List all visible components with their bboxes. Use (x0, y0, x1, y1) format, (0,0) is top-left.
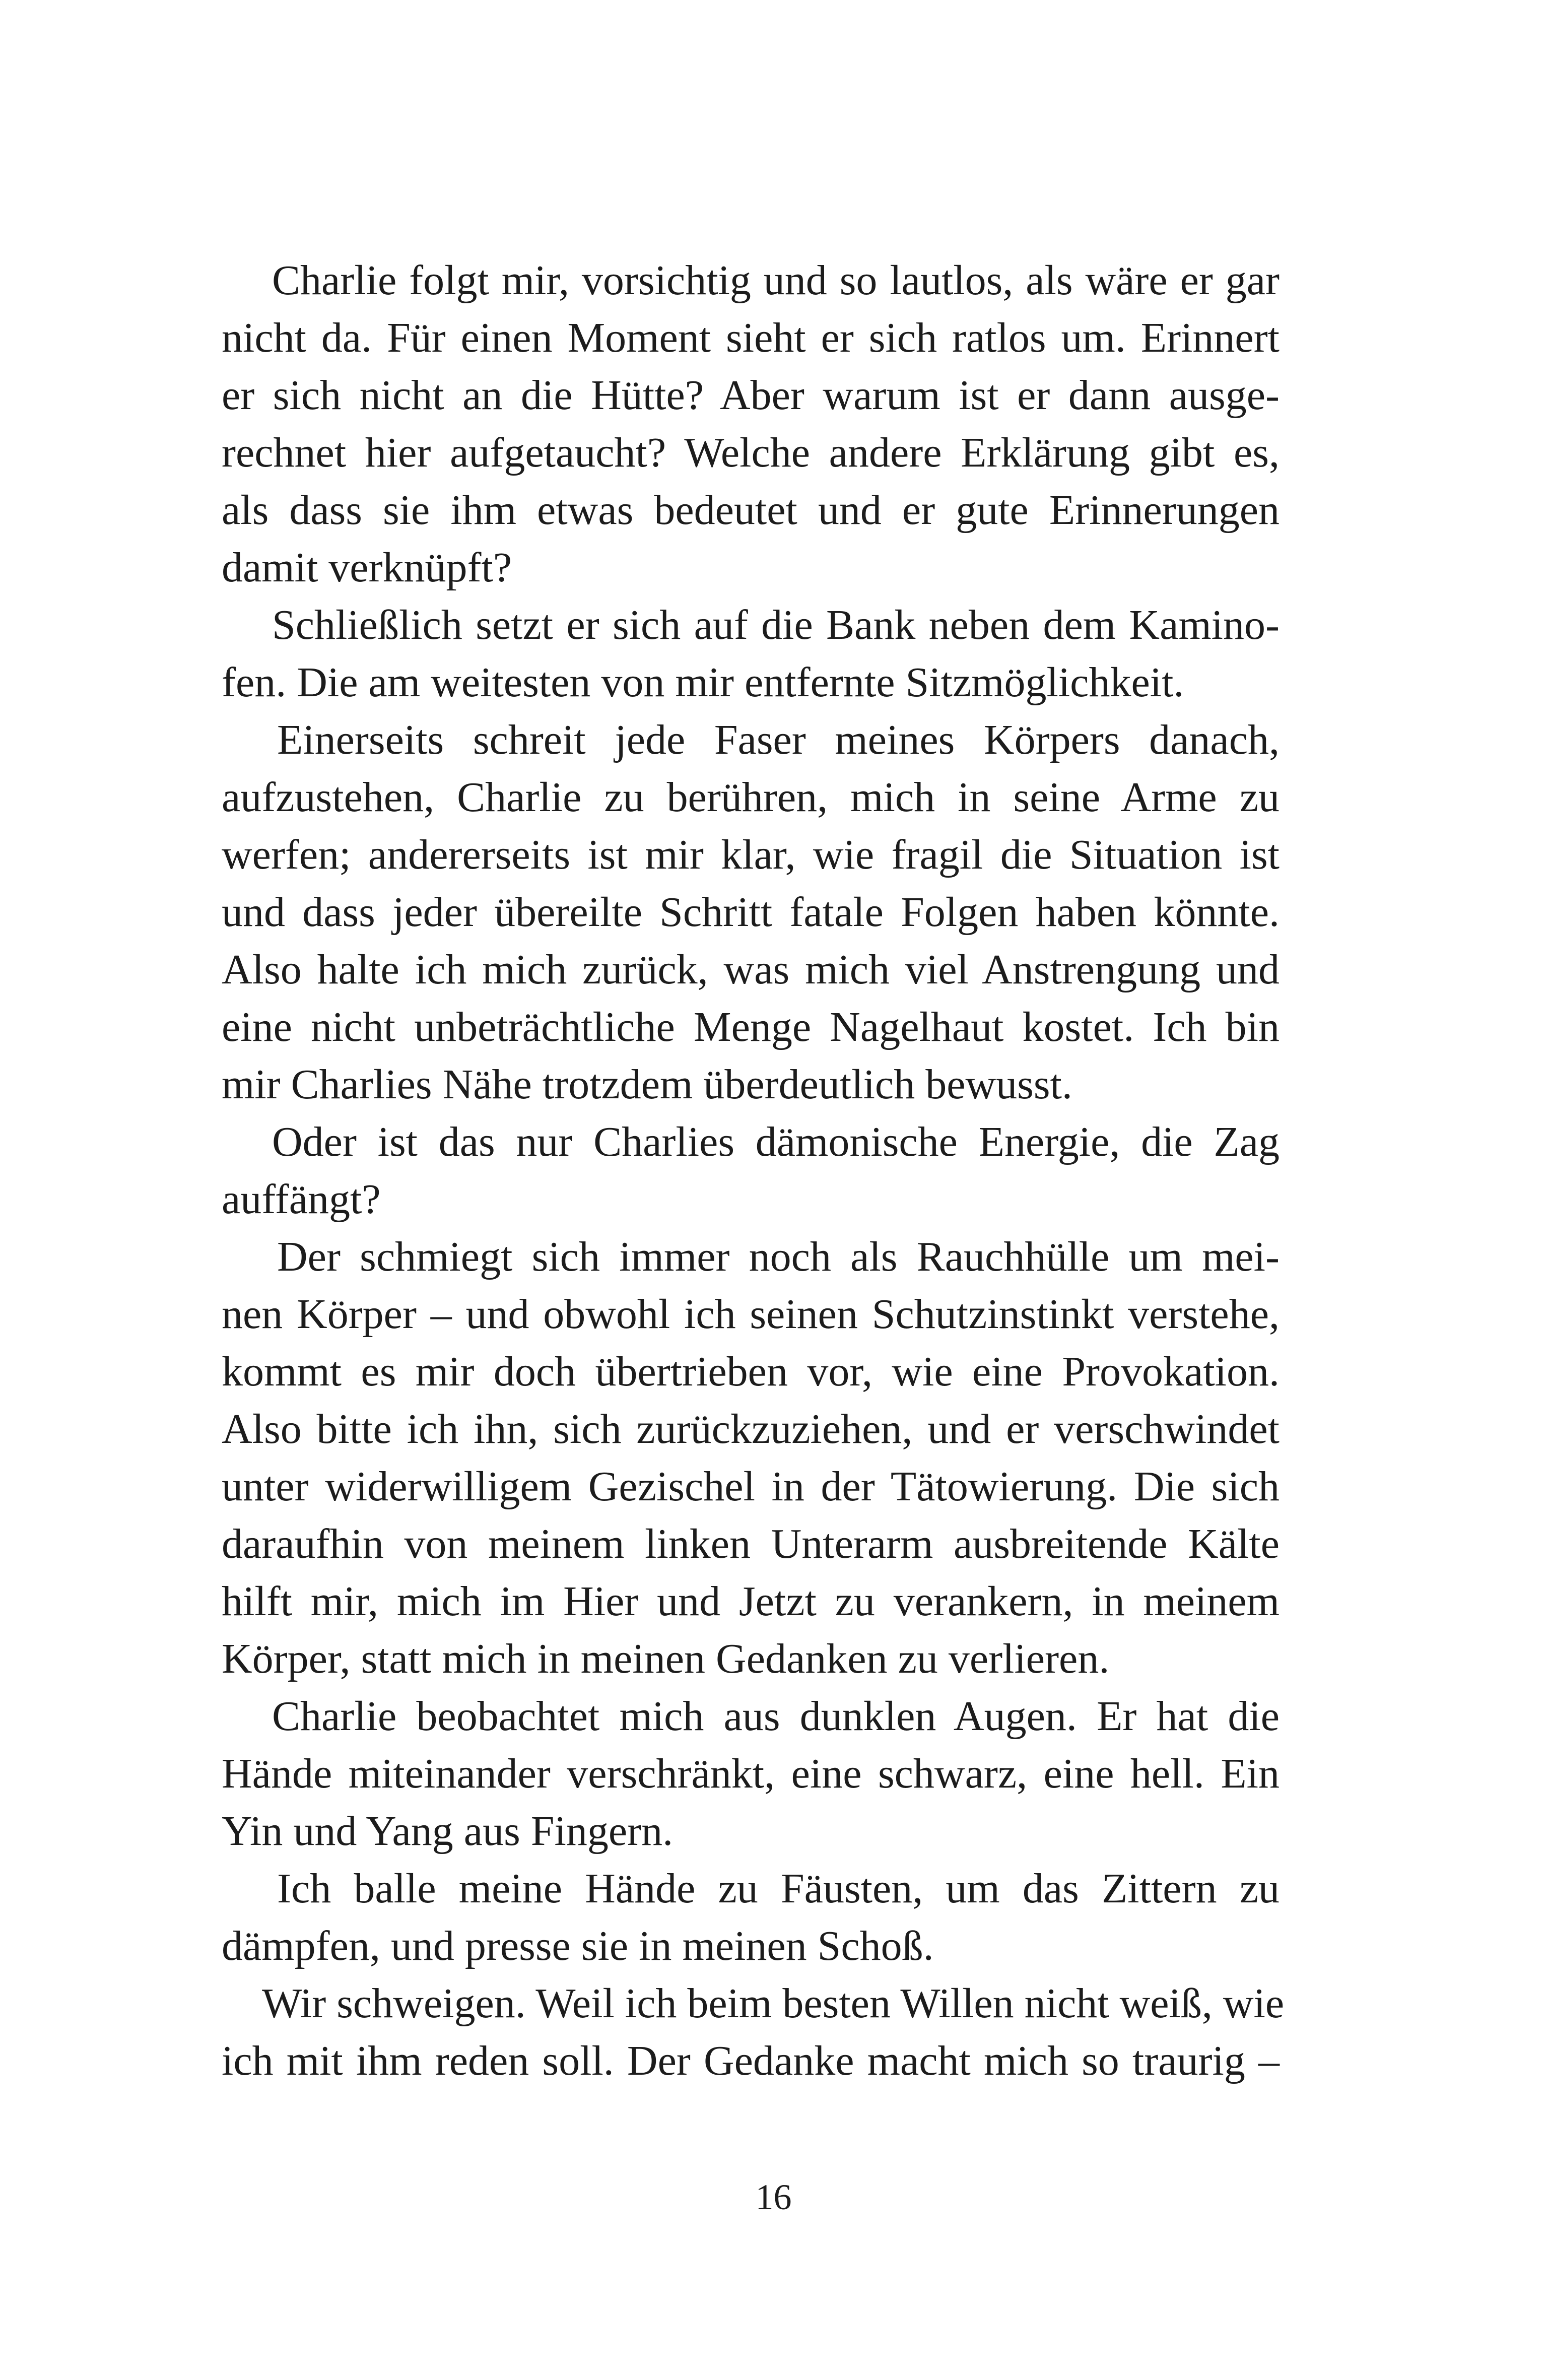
text-line: Charlie folgt mir, vorsichtig und so lautlos, als wäre er gar (272, 257, 1280, 304)
body-text (222, 252, 1285, 2090)
text-line: Ich balle meine Hände zu Fäusten, um das Zittern zu (277, 1865, 1280, 1912)
text-line: ich mit ihm reden soll. Der Gedanke macht mich so traurig – (222, 2037, 1280, 2084)
text-line: kommt es mir doch übertrieben vor, wie eine Provokation. (222, 1348, 1280, 1395)
text-line: Also bitte ich ihn, sich zurückzuziehen, und er verschwindet (222, 1406, 1280, 1452)
text-line: rechnet hier aufgetaucht? Welche andere Erklärung gibt es, (222, 429, 1280, 476)
text-line: auffängt? (222, 1176, 381, 1223)
text-line: damit verknüpft? (222, 544, 512, 591)
text-line: aufzustehen, Charlie zu berühren, mich in seine Arme zu (222, 774, 1280, 821)
text-line: unter widerwilligem Gezischel in der Tätowierung. Die sich (222, 1463, 1280, 1510)
text-line: als dass sie ihm etwas bedeutet und er gute Erinnerungen (222, 487, 1280, 534)
text-line: dämpfen, und presse sie in meinen Schoß. (222, 1923, 934, 1969)
text-line: Charlie beobachtet mich aus dunklen Augen. Er hat die (272, 1693, 1280, 1740)
page-number: 16 (755, 2177, 792, 2217)
text-line: werfen; andererseits ist mir klar, wie fragil die Situation ist (222, 831, 1280, 878)
text-line: Körper, statt mich in meinen Gedanken zu verlieren. (222, 1635, 1110, 1682)
text-line: mir Charlies Nähe trotzdem überdeutlich bewusst. (222, 1061, 1072, 1108)
text-line: Wir schweigen. Weil ich beim besten Willen nicht weiß, wie (262, 1980, 1285, 2027)
text-line: Hände miteinander verschränkt, eine schwarz, eine hell. Ein (222, 1750, 1280, 1797)
text-line: Also halte ich mich zurück, was mich viel Anstrengung und (222, 946, 1280, 993)
text-line: er sich nicht an die Hütte? Aber warum ist er dann ausge- (222, 372, 1280, 419)
text-line: Einerseits schreit jede Faser meines Körpers danach, (277, 716, 1280, 763)
text-line: nicht da. Für einen Moment sieht er sich ratlos um. Erinnert (222, 314, 1280, 361)
text-line: Der schmiegt sich immer noch als Rauchhülle um mei- (277, 1233, 1280, 1280)
text-line: daraufhin von meinem linken Unterarm ausbreitende Kälte (222, 1520, 1280, 1567)
text-line: Oder ist das nur Charlies dämonische Energie, die Zag (272, 1118, 1280, 1165)
text-line: und dass jeder übereilte Schritt fatale Folgen haben könnte. (222, 889, 1280, 936)
text-line: nen Körper – und obwohl ich seinen Schutzinstinkt verstehe, (222, 1291, 1280, 1338)
text-line: hilft mir, mich im Hier und Jetzt zu verankern, in meinem (222, 1578, 1280, 1625)
text-line: eine nicht unbeträchtliche Menge Nagelhaut kostet. Ich bin (222, 1004, 1280, 1050)
text-line: Schließlich setzt er sich auf die Bank neben dem Kamino- (272, 602, 1280, 648)
text-line: fen. Die am weitesten von mir entfernte Sitzmöglichkeit. (222, 659, 1184, 706)
text-line: Yin und Yang aus Fingern. (222, 1808, 674, 1855)
